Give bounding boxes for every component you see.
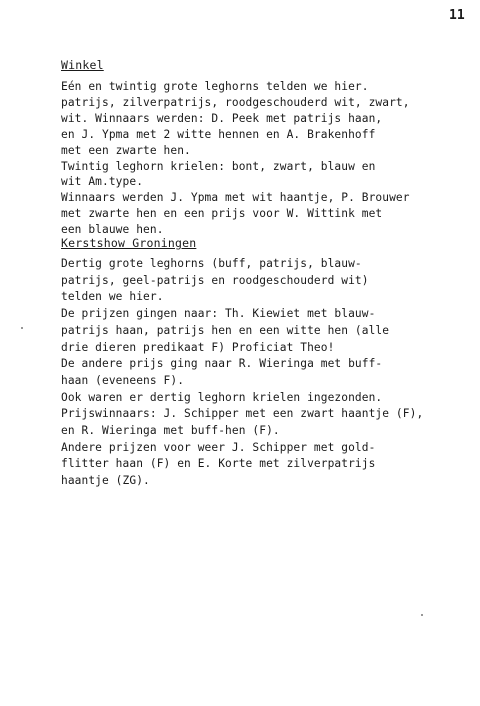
text-line: wit. Winnaars werden: D. Peek met patrijs haan, (61, 111, 383, 125)
text-line: De prijzen gingen naar: Th. Kiewiet met blauw- (61, 307, 376, 321)
text-line: Eén en twintig grote leghorns telden we hier. (61, 80, 369, 93)
section-kerstshow-groningen (61, 236, 471, 490)
text-line: Dertig grote leghorns (buff, patrijs, blauw- (61, 257, 362, 270)
text-line: Andere prijzen voor weer J. Schipper met gold- (61, 440, 376, 454)
text-line: flitter haan (F) en E. Korte met zilverpatrijs (61, 457, 376, 471)
text-line: De andere prijs ging naar R. Wieringa met buff- (61, 357, 383, 371)
text-line: telden we hier. (61, 290, 164, 304)
scan-speck (421, 614, 423, 616)
text-line: Twintig leghorn krielen: bont, zwart, blauw en (61, 159, 376, 173)
section-body-kerstshow-groningen (61, 256, 471, 490)
text-line: en J. Ypma met 2 witte hennen en A. Brakenhoff (61, 127, 376, 141)
section-body-winkel (61, 79, 471, 238)
page-number: 11 (449, 8, 465, 23)
text-line: Prijswinnaars: J. Schipper met een zwart haantje (F), (61, 407, 424, 421)
text-line: Winnaars werden J. Ypma met wit haantje, P. Brouwer (61, 191, 410, 205)
text-line: en R. Wieringa met buff-hen (F). (61, 424, 280, 438)
text-line: een blauwe hen. (61, 223, 164, 237)
text-line: wit Am.type. (61, 175, 144, 189)
text-line: patrijs, zilverpatrijs, roodgeschouderd wit, zwart, (61, 95, 410, 109)
text-line: met een zwarte hen. (61, 143, 191, 157)
text-line: haan (eveneens F). (61, 373, 185, 387)
text-line: met zwarte hen en een prijs voor W. Wittink met (61, 207, 383, 221)
scan-speck (21, 327, 23, 329)
text-line: Ook waren er dertig leghorn krielen ingezonden. (61, 390, 383, 404)
section-title-winkel: Winkel (61, 58, 104, 72)
section-winkel (61, 58, 471, 238)
text-line: drie dieren predikaat F) Proficiat Theo! (61, 340, 335, 354)
section-title-kerstshow-groningen: Kerstshow Groningen (61, 236, 197, 250)
text-line: haantje (ZG). (61, 474, 150, 488)
text-line: patrijs, geel-patrijs en roodgeschouderd wit) (61, 273, 369, 287)
text-line: patrijs haan, patrijs hen en een witte hen (alle (61, 323, 390, 337)
